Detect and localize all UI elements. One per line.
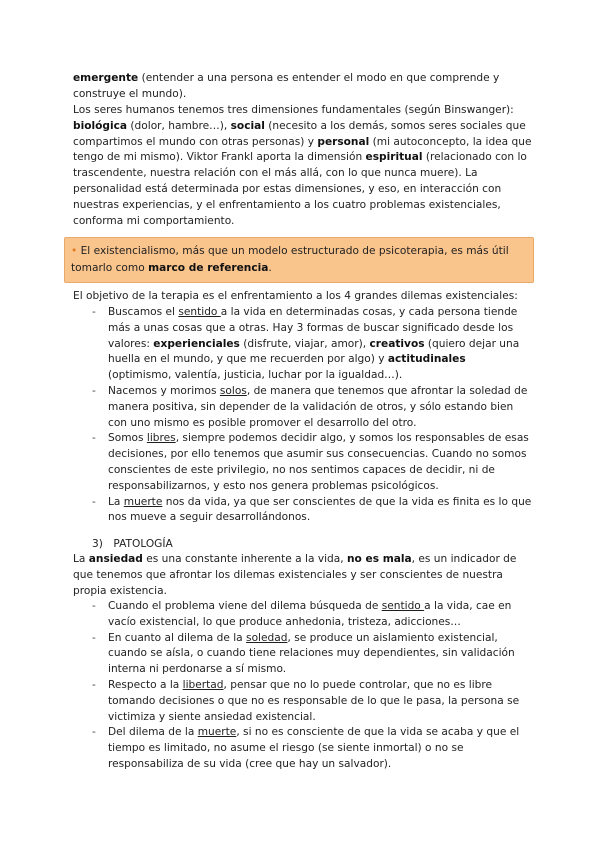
list-item-libertad: - Respecto a la libertad, pensar que no lo puede controlar, que no es libre tomando decisiones o que no es responsable de lo que le pasa, la persona se victimiza y siente ansiedad existencial. [92,678,520,723]
intro-paragraph-dimensions: Los seres humanos tenemos tres dimensiones fundamentales (según Binswanger): biológica (dolor, hambre…), social (necesito a los demás, somos seres sociales que compartimos el mundo con otras personas) y personal (mi autoconcepto, la idea que tengo de mi mismo). Viktor Frankl aporta la dimensión espiritual (relacionado con lo trascendente, nuestra relación con el más allá, con lo que nunca muere). La personalidad está determinada por estas dimensiones, y eso, en interacción con nuestras experiencias, y el enfrentamiento a los cuatro problemas existenciales, conforma mi comportamiento. [73,104,532,227]
term-personal: personal [317,135,370,148]
term-emergente: emergente [73,72,139,84]
list-item-libres: - Somos libres, siempre podemos decidir algo, y somos los responsables de esas decisiones, por ello tenemos que asumir sus consecuencias. Cuando no somos conscientes de este privilegio, no nos sentimos capaces de decidir, ni de responsabilizarnos, y esto nos genera problemas psicológicos. [92,432,529,492]
intro-paragraph-emergente: emergente (entender a una persona es entender el modo en que comprende y construye el mundo). [73,72,500,100]
section-number: 3) [92,538,103,550]
dash-bullet: - [92,600,96,612]
dash-bullet: - [92,726,96,739]
term-no-es-mala: no es mala [347,553,412,565]
list-item-sentido: - Buscamos el sentido a la vida en determinadas cosas, y cada persona tiende más a unas cosas que a otras. Hay 3 formas de buscar significado desde los valores: experienciales (disfrute, viajar, amor), creativos (quiero dejar una huella en el mundo, y que me recuerden por algo) y actitudinales (optimismo, valentía, justicia, luchar por la igualdad…). [92,306,520,382]
callout-box [64,237,534,283]
section-heading-patologia [92,537,173,552]
dash-bullet: - [92,678,96,691]
dash-bullet: - [92,432,96,445]
dash-bullet: - [92,495,96,508]
dash-bullet: - [92,384,96,397]
list-item-vacio: - Cuando el problema viene del dilema búsqueda de sentido a la vida, cae en vacío existencial, lo que produce anhedonia, tristeza, adicciones… [92,600,512,628]
list-item-soledad: - En cuanto al dilema de la soledad, se produce un aislamiento existencial, cuando se aísla, o cuando tiene relaciones muy dependientes, sin validación interna ni perdonarse a sí mismo. [92,631,515,676]
callout-bullet-icon: • [71,245,78,257]
list-item-solos: - Nacemos y morimos solos, de manera que tenemos que afrontar la soledad de manera positiva, sin depender de la validación de otros, y sólo estando bien con uno mismo es posible promover el desarrollo del otro. [92,384,528,429]
dilemas-list [92,305,532,526]
dash-bullet: - [92,631,96,644]
callout-text: • El existencialismo, más que un modelo estructurado de psicoterapia, es más útil tomarlo como marco de referencia. [71,245,509,274]
list-item-muerte-patologia: - Del dilema de la muerte, si no es consciente de que la vida se acaba y que el tiempo es limitado, no asume el riesgo (se siente inmortal) o no se responsabiliza de su vida (cree que hay un salvador). [92,726,520,770]
term-marco-de-referencia: marco de referencia [148,261,269,274]
term-ansiedad: ansiedad [88,553,143,565]
section-title: PATOLOGÍA [113,538,173,550]
term-espiritual: espiritual [365,151,423,164]
dash-bullet: - [92,306,96,318]
patologia-paragraph: La ansiedad es una constante inherente a la vida, no es mala, es un indicador de que tenemos que afrontar los dilemas existenciales y ser conscientes de nuestra propia existencia. [73,553,517,597]
patologia-list [92,599,532,773]
term-biologica: biológica [73,119,128,132]
objetivo-lead: El objetivo de la terapia es el enfrentamiento a los 4 grandes dilemas existenciales: [73,290,518,302]
list-item-muerte: - La muerte nos da vida, ya que ser conscientes de que la vida es finita es lo que nos mueve a seguir desarrollándonos. [92,495,532,524]
term-social: social [230,119,265,132]
